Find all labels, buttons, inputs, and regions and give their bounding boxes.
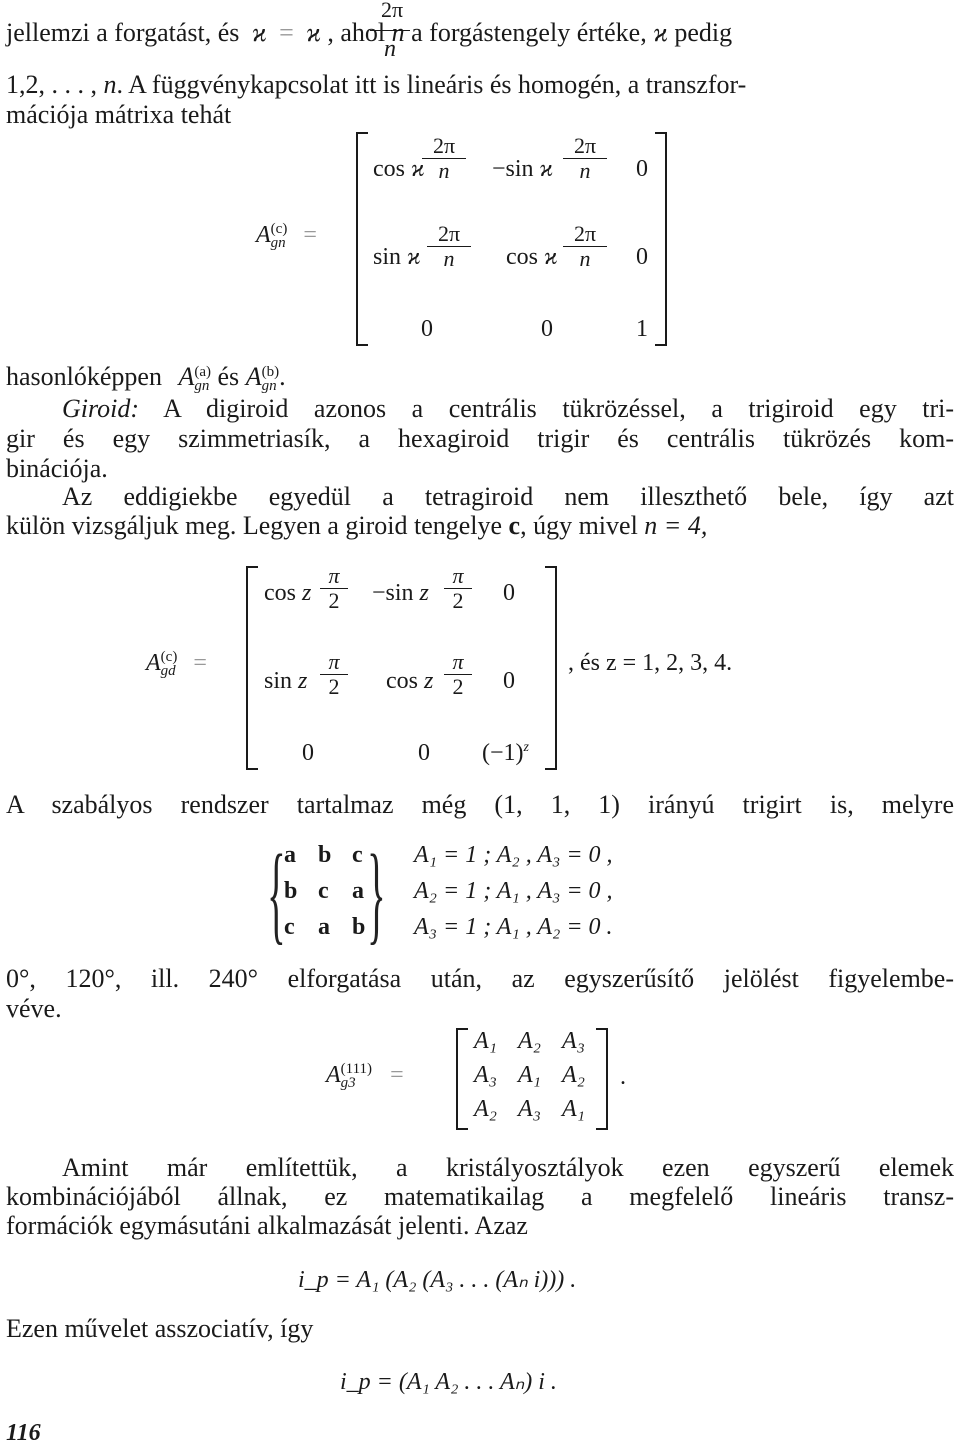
sub: gd [160, 663, 176, 680]
text-fragment: Amint már említettük, a kristályosztályok ezen egyszerű elemek [62, 1153, 954, 1182]
A-symbol: A [146, 650, 161, 676]
cell-cos [506, 244, 558, 271]
subsup [262, 365, 280, 393]
sub: gn [270, 235, 286, 252]
amint-line-2 [6, 1182, 954, 1212]
amint-line-3 [6, 1211, 954, 1241]
abc-cell: a [318, 914, 330, 940]
text-similarly: hasonlóképpen A (a) gn és A (b) gn . [6, 362, 286, 395]
rotation-line-1 [6, 964, 954, 994]
g3-cell: A₁ [474, 1028, 498, 1054]
text-fragment: véve. [6, 994, 62, 1023]
text-fragment: . A függvénykapcsolat itt is lineáris és homogén, a transzfor- [116, 70, 747, 99]
abc-cell: c [318, 878, 329, 904]
z-exp: z [523, 740, 529, 755]
text-fragment: Ezen művelet asszociatív, így [6, 1314, 314, 1343]
matrix-label [256, 222, 317, 250]
g3-cell: A₁ [518, 1062, 542, 1088]
num: 2π [563, 134, 607, 159]
text-fragment: mációja mátrixa tehát [6, 100, 232, 129]
num: 2π [563, 222, 607, 247]
cos: cos [386, 668, 418, 694]
cell-zero: 0 [302, 740, 314, 766]
text-line-1 [6, 18, 954, 48]
fraction [422, 134, 466, 183]
subsup [271, 222, 288, 250]
num: 2π [427, 222, 471, 247]
text-fragment: n = 4, [644, 511, 708, 540]
rotation-line-2 [6, 994, 954, 1024]
text-fragment: , ahol [327, 18, 386, 47]
g3-cell: A₃ [474, 1062, 498, 1088]
equals-sign: = [303, 222, 317, 248]
cos: cos [506, 244, 538, 270]
den: n [443, 246, 455, 271]
fraction [444, 650, 472, 699]
fraction-2pi-n [372, 0, 412, 22]
text-fragment: , úgy mivel [520, 511, 638, 540]
abc-cell: a [284, 842, 296, 868]
msin: −sin [372, 580, 414, 606]
sup: (b) [261, 364, 280, 381]
kappa-symbol: ϰ [306, 18, 321, 47]
left-brace: { [267, 832, 286, 954]
subsup [341, 1062, 372, 1090]
fraction-bar [370, 30, 410, 31]
matrix-label [326, 1062, 404, 1090]
fraction [563, 222, 607, 271]
giroid-line-3 [6, 454, 954, 484]
num: π [444, 564, 472, 589]
abc-cell: b [318, 842, 332, 868]
gd-tail: , és z = 1, 2, 3, 4. [568, 650, 733, 676]
abc-equation: A₃ = 1 ; A₁ , A₂ = 0 . [414, 914, 613, 940]
sin: sin [373, 244, 402, 270]
abc-equation: A₂ = 1 ; A₁ , A₃ = 0 , [414, 878, 613, 904]
text-line-2 [6, 70, 954, 100]
text-fragment: A szabályos rendszer tartalmaz még (1, 1, 1) irányú trigirt is, melyre [6, 790, 954, 819]
kappa-symbol: ϰ [251, 18, 267, 47]
den: 2 [328, 674, 340, 699]
formula-ip-1: i_p = A₁ (A₂ (A₃ . . . (Aₙ i))) . [298, 1267, 577, 1293]
text-fragment: külön vizsgáljuk meg. Legyen a giroid tengelye [6, 511, 503, 540]
cell-cos-z [264, 580, 311, 607]
formula-ip-2: i_p = (A₁ A₂ . . . Aₙ) i . [340, 1369, 557, 1395]
den: 2 [452, 588, 464, 613]
num: π [444, 650, 472, 675]
fraction [320, 564, 348, 613]
kappa: ϰ [539, 156, 554, 182]
right-bracket [596, 1028, 608, 1130]
A-symbol: A [245, 362, 262, 391]
text-fragment: gir és egy szimmetriasík, a hexagiroid trigir és centrális tükrözés kom- [6, 424, 954, 453]
sup: (c) [270, 221, 288, 238]
cell-m1-z [482, 740, 529, 767]
num: π [320, 564, 348, 589]
text-fragment: Az eddigiekbe egyedül a tetragiroid nem illeszthető bele, így azt [62, 482, 954, 511]
cell-zero: 0 [541, 316, 553, 342]
cos: cos [373, 156, 405, 182]
A-symbol: A [178, 362, 195, 391]
text-fragment: pedig [674, 18, 733, 47]
fraction [320, 650, 348, 699]
den: n [579, 158, 591, 183]
g3-cell: A₂ [562, 1062, 586, 1088]
kappa: ϰ [411, 156, 425, 182]
cell-zero: 0 [503, 580, 515, 606]
kappa: ϰ [544, 244, 558, 270]
giroid-line-2 [6, 424, 954, 454]
cell-zero: 0 [636, 244, 648, 270]
cell-zero: 0 [421, 316, 433, 342]
den: n [579, 246, 591, 271]
g3-cell: A₂ [518, 1028, 542, 1054]
text-fragment: kombinációjából állnak, ez matematikailag a megfelelő lineáris transz- [6, 1182, 954, 1211]
left-bracket [456, 1028, 468, 1130]
z: z [298, 668, 308, 694]
sup: (c) [160, 649, 178, 666]
kappa-symbol: ϰ [653, 18, 668, 47]
kappa: ϰ [407, 244, 421, 270]
denominator-n: n [384, 36, 396, 62]
amint-line-1 [62, 1153, 954, 1183]
z: z [424, 668, 434, 694]
text-fragment: binációja. [6, 454, 108, 483]
den: n [438, 158, 450, 183]
cell-zero: 0 [636, 156, 648, 182]
sub: gn [261, 378, 277, 395]
equals-sign: = [390, 1062, 404, 1088]
sin: sin [264, 668, 293, 694]
g3-cell: A₁ [562, 1096, 586, 1122]
z: z [419, 580, 429, 606]
left-bracket [246, 566, 258, 770]
num: π [320, 650, 348, 675]
cell-sin [373, 244, 421, 271]
sup: (111) [340, 1061, 373, 1078]
cell-msin-z [372, 580, 429, 607]
z: z [302, 580, 312, 606]
left-bracket [356, 132, 368, 346]
text-line-3 [6, 100, 954, 130]
cell-one: 1 [636, 316, 648, 342]
abc-cell: c [284, 914, 295, 940]
fraction [444, 564, 472, 613]
tetra-line-2 [6, 511, 954, 541]
g3-cell: A₂ [474, 1096, 498, 1122]
abc-cell: c [352, 842, 363, 868]
msin: −sin [492, 156, 534, 182]
right-brace: } [367, 832, 386, 954]
page-number: 116 [6, 1420, 41, 1446]
abc-cell: b [352, 914, 366, 940]
right-bracket [655, 132, 667, 346]
subsup [194, 365, 211, 393]
n-symbol: n [391, 18, 405, 47]
cell-cos [373, 156, 425, 183]
sub: gn [194, 378, 210, 395]
cell-zero: 0 [503, 668, 515, 694]
regular-line [6, 790, 954, 820]
equals-sign: = [193, 650, 207, 676]
abc-equation: A₁ = 1 ; A₂ , A₃ = 0 , [414, 842, 613, 868]
g3-cell: A₃ [518, 1096, 542, 1122]
giroid-label: Giroid: [62, 394, 140, 423]
right-bracket [545, 566, 557, 770]
c-bold: c [508, 511, 521, 540]
cell-msin [492, 156, 553, 183]
equals-sign: = [279, 18, 294, 47]
g3-cell: A₃ [562, 1028, 586, 1054]
text-fragment: és [217, 362, 240, 391]
matrix-label [146, 650, 207, 678]
num: 2π [422, 134, 466, 159]
cell-sin-z [264, 668, 307, 695]
A-symbol: A [326, 1062, 341, 1088]
cell-cos-z [386, 668, 433, 695]
tetra-line-1 [62, 482, 954, 512]
sub: g3 [340, 1075, 356, 1092]
den: 2 [452, 674, 464, 699]
n-symbol: n [103, 70, 117, 99]
text-fragment: hasonlóképpen [6, 362, 162, 391]
m1: (−1) [482, 740, 524, 766]
period: . [620, 1064, 626, 1090]
text-fragment: 1,2, . . . , [6, 70, 97, 99]
cell-zero: 0 [418, 740, 430, 766]
giroid-line-1 [62, 394, 954, 424]
assoc-line [6, 1314, 954, 1344]
A-symbol: A [256, 222, 271, 248]
text-fragment: jellemzi a forgatást, és [6, 18, 240, 47]
fraction [427, 222, 471, 271]
fraction [563, 134, 607, 183]
abc-cell: b [284, 878, 298, 904]
text-fragment: a forgástengely értéke, [411, 18, 647, 47]
subsup [161, 650, 178, 678]
text-fragment: 0°, 120°, ill. 240° elforgatása után, az egyszerűsítő jelölést figyelembe- [6, 964, 954, 993]
text-fragment: A digiroid azonos a centrális tükrözéssel, a trigiroid egy tri- [139, 394, 954, 423]
cos: cos [264, 580, 296, 606]
sup: (a) [194, 364, 212, 381]
numerator: 2π [380, 0, 404, 22]
abc-cell: a [352, 878, 364, 904]
text-fragment: formációk egymásutáni alkalmazását jelenti. Azaz [6, 1211, 528, 1240]
den: 2 [328, 588, 340, 613]
